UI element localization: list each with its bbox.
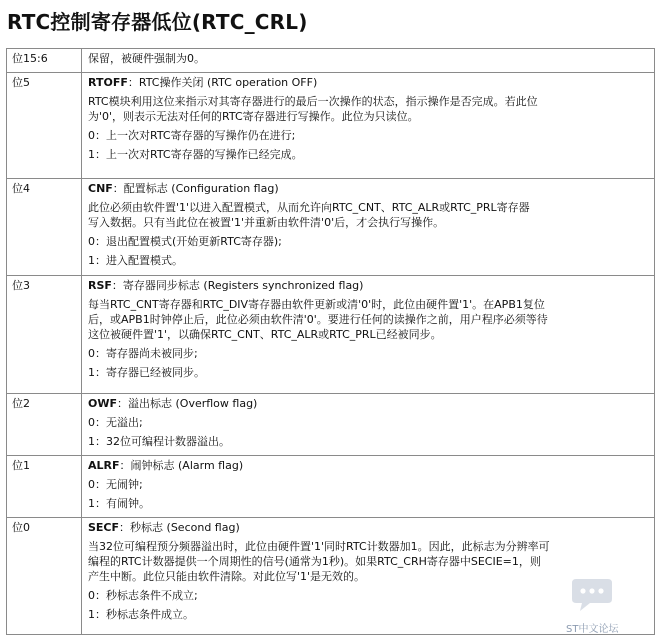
bit-position: 位5: [7, 73, 82, 179]
watermark-text: ST中文论坛: [566, 624, 619, 635]
option-0: 0：退出配置模式(开始更新RTC寄存器);: [88, 235, 282, 248]
paragraph-line: 编程的RTC计数器提供一个周期性的信号(通常为1秒)。如果RTC_CRH寄存器中SECIE=1，则: [88, 555, 541, 568]
field-name: OWF: [88, 397, 117, 410]
paragraph-line: 写入数据。只有当此位在被置'1'并重新由软件清'0'后，才会执行写操作。: [88, 216, 445, 229]
bit-position: 位15:6: [7, 49, 82, 73]
field-header: [88, 181, 648, 196]
table-row: [7, 456, 655, 518]
field-header: [88, 396, 648, 411]
option-0: 0：上一次对RTC寄存器的写操作仍在进行;: [88, 129, 296, 142]
field-header: [88, 75, 648, 90]
option-1: 1：32位可编程计数器溢出。: [88, 435, 230, 448]
option-0: 0：无溢出;: [88, 416, 143, 429]
bit-description: [82, 73, 655, 179]
field-title: ：配置标志 (Configuration flag): [112, 182, 279, 195]
bit-description: [82, 456, 655, 518]
option-1: 1：有闹钟。: [88, 497, 150, 510]
table-row: [7, 394, 655, 456]
bit-position: 位3: [7, 276, 82, 394]
bit-description: [82, 179, 655, 276]
option-0: 0：秒标志条件不成立;: [88, 589, 198, 602]
option-0: 0：无闹钟;: [88, 478, 143, 491]
register-bit-table: [6, 48, 655, 635]
field-title: ：闹钟标志 (Alarm flag): [119, 459, 244, 472]
forum-watermark: [566, 575, 652, 635]
paragraph-line: 每当RTC_CNT寄存器和RTC_DIV寄存器由软件更新或清'0'时，此位由硬件置'1'。在APB1复位: [88, 298, 545, 311]
option-1: 1：进入配置模式。: [88, 254, 183, 267]
option-1: 1：秒标志条件成立。: [88, 608, 194, 621]
field-name: ALRF: [88, 459, 120, 472]
field-paragraph: [88, 539, 648, 584]
field-paragraph: [88, 94, 648, 124]
page-title: RTC控制寄存器低位(RTC_CRL): [7, 10, 308, 34]
table-row: [7, 276, 655, 394]
option-1: 1：寄存器已经被同步。: [88, 366, 205, 379]
bit-description: [82, 49, 655, 73]
bit-description: [82, 276, 655, 394]
field-header: [88, 520, 648, 535]
field-name: CNF: [88, 182, 113, 195]
paragraph-line: 后，或APB1时钟停止后，此位必须由软件清'0'。要进行任何的读操作之前，用户程序必须等待: [88, 313, 548, 326]
table-row: [7, 179, 655, 276]
bit-position: 位4: [7, 179, 82, 276]
field-header: [88, 278, 648, 293]
paragraph-line: 这位被硬件置'1'，以确保RTC_CNT、RTC_ALR或RTC_PRL已经被同步。: [88, 328, 442, 341]
field-paragraph: [88, 200, 648, 230]
field-header: [88, 458, 648, 473]
table-row: [7, 49, 655, 73]
field-title: ：秒标志 (Second flag): [119, 521, 240, 534]
bit-position: 位0: [7, 518, 82, 635]
paragraph-line: 此位必须由软件置'1'以进入配置模式，从而允许向RTC_CNT、RTC_ALR或RTC_PRL寄存器: [88, 201, 530, 214]
bit-position: 位1: [7, 456, 82, 518]
chat-bubble-icon: [570, 577, 614, 613]
field-name: SECF: [88, 521, 120, 534]
paragraph-line: 为'0'，则表示无法对任何的RTC寄存器进行写操作。此位为只读位。: [88, 110, 419, 123]
field-paragraph: [88, 297, 648, 342]
paragraph-line: 产生中断。此位只能由软件清除。对此位写'1'是无效的。: [88, 570, 366, 583]
paragraph-line: 当32位可编程预分频器溢出时，此位由硬件置'1'同时RTC计数器加1。因此，此标志为分辨率可: [88, 540, 550, 553]
field-name: RTOFF: [88, 76, 128, 89]
paragraph-line: RTC模块利用这位来指示对其寄存器进行的最后一次操作的状态，指示操作是否完成。若此位: [88, 95, 538, 108]
table-row: [7, 73, 655, 179]
field-title: ：RTC操作关闭 (RTC operation OFF): [127, 76, 318, 89]
table-row: [7, 518, 655, 635]
field-title: ：溢出标志 (Overflow flag): [117, 397, 258, 410]
bit-description-text: 保留，被硬件强制为0。: [88, 52, 205, 65]
field-name: RSF: [88, 279, 112, 292]
option-1: 1：上一次对RTC寄存器的写操作已经完成。: [88, 148, 303, 161]
option-0: 0：寄存器尚未被同步;: [88, 347, 198, 360]
field-title: ：寄存器同步标志 (Registers synchronized flag): [111, 279, 364, 292]
bit-description: [82, 394, 655, 456]
bit-position: 位2: [7, 394, 82, 456]
